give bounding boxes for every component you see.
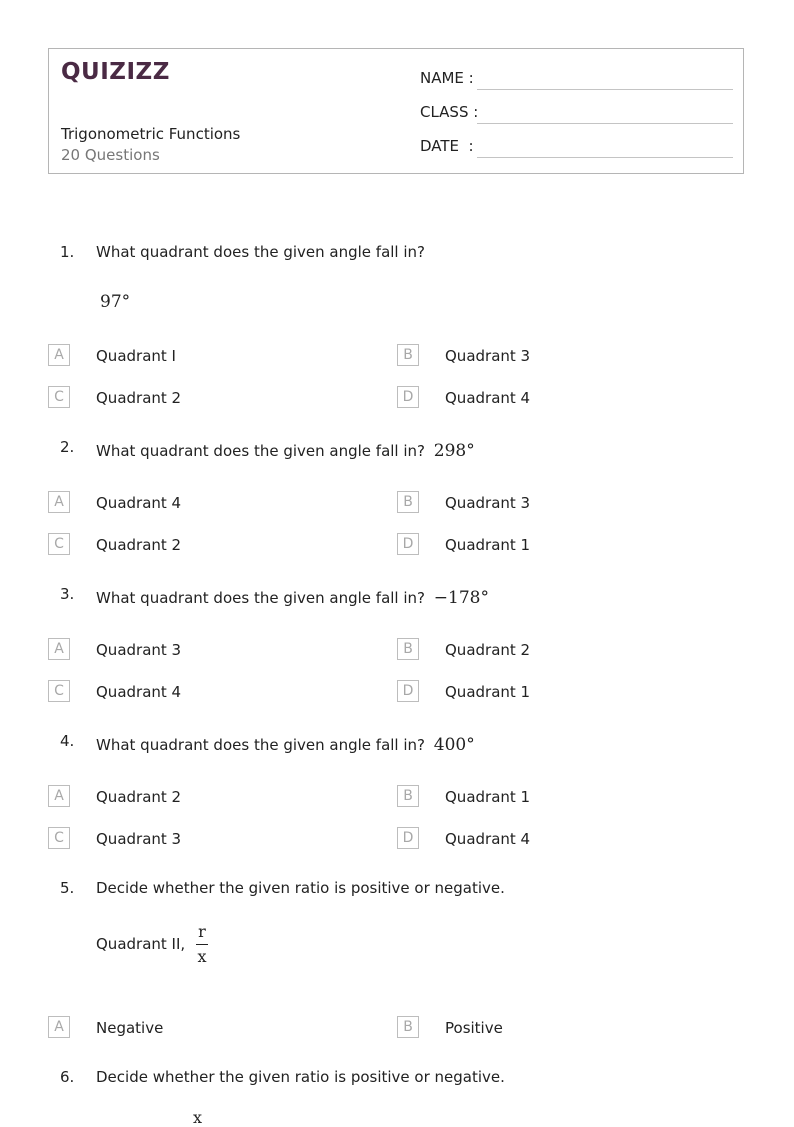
- option-letter-a[interactable]: A: [48, 491, 70, 513]
- question-text-body: What quadrant does the given angle fall in?: [96, 736, 425, 754]
- question-math: 97°: [100, 292, 131, 312]
- option-letter-b[interactable]: B: [397, 638, 419, 660]
- ratio-fraction: [196, 922, 208, 967]
- worksheet-title: Trigonometric Functions: [61, 125, 241, 143]
- class-field[interactable]: [477, 123, 733, 124]
- option-letter-a[interactable]: A: [48, 785, 70, 807]
- option-label[interactable]: Quadrant 1: [445, 536, 531, 554]
- class-label: CLASS :: [420, 103, 479, 121]
- question-expression: [96, 922, 208, 967]
- option-letter-d[interactable]: D: [397, 533, 419, 555]
- question-number: 2.: [60, 438, 75, 456]
- question-number: 3.: [60, 585, 75, 603]
- fraction-denominator: x: [197, 947, 207, 966]
- question-number: 1.: [60, 243, 75, 261]
- question-number: 6.: [60, 1068, 75, 1086]
- quizizz-logo: QUIZIZZ: [61, 59, 170, 85]
- option-letter-b[interactable]: B: [397, 785, 419, 807]
- option-letter-a[interactable]: A: [48, 638, 70, 660]
- option-letter-c[interactable]: C: [48, 533, 70, 555]
- option-label[interactable]: Quadrant 2: [96, 788, 182, 806]
- question-math: 298°: [433, 441, 475, 461]
- option-label[interactable]: Negative: [96, 1019, 164, 1037]
- option-label[interactable]: Quadrant 3: [445, 347, 531, 365]
- option-label[interactable]: Quadrant 2: [96, 536, 182, 554]
- option-label[interactable]: Quadrant 3: [96, 641, 182, 659]
- option-letter-b[interactable]: B: [397, 1016, 419, 1038]
- option-letter-b[interactable]: B: [397, 344, 419, 366]
- option-label[interactable]: Quadrant 1: [445, 788, 531, 806]
- option-label[interactable]: Quadrant 2: [96, 389, 182, 407]
- option-letter-c[interactable]: C: [48, 386, 70, 408]
- question-text: [96, 735, 475, 755]
- question-math: −178°: [433, 588, 489, 608]
- fraction-numerator: r: [198, 922, 206, 941]
- option-letter-d[interactable]: D: [397, 680, 419, 702]
- question-text: [96, 588, 489, 608]
- option-label[interactable]: Quadrant 1: [445, 683, 531, 701]
- question-text-body: What quadrant does the given angle fall in?: [96, 589, 425, 607]
- option-label[interactable]: Quadrant 4: [445, 389, 531, 407]
- question-text: [96, 441, 475, 461]
- option-label[interactable]: Quadrant I: [96, 347, 176, 365]
- question-text-body: What quadrant does the given angle fall in?: [96, 442, 425, 460]
- date-label: DATE :: [420, 137, 474, 155]
- option-label[interactable]: Positive: [445, 1019, 503, 1037]
- worksheet-header: [48, 48, 744, 174]
- option-label[interactable]: Quadrant 3: [445, 494, 531, 512]
- option-letter-c[interactable]: C: [48, 827, 70, 849]
- option-label[interactable]: Quadrant 4: [96, 683, 182, 701]
- question-text: What quadrant does the given angle fall in?: [96, 243, 425, 261]
- option-label[interactable]: Quadrant 2: [445, 641, 531, 659]
- option-label[interactable]: Quadrant 4: [445, 830, 531, 848]
- question-number: 4.: [60, 732, 75, 750]
- fraction-numerator: x: [193, 1108, 203, 1127]
- option-letter-a[interactable]: A: [48, 1016, 70, 1038]
- question-text: Decide whether the given ratio is positive or negative.: [96, 879, 505, 897]
- option-letter-d[interactable]: D: [397, 827, 419, 849]
- expression-prefix: Quadrant II,: [96, 935, 186, 953]
- name-label: NAME :: [420, 69, 474, 87]
- name-field[interactable]: [477, 89, 733, 90]
- question-math: 400°: [433, 735, 475, 755]
- option-label[interactable]: Quadrant 3: [96, 830, 182, 848]
- fraction-bar: [196, 944, 208, 945]
- question-number: 5.: [60, 879, 75, 897]
- option-letter-b[interactable]: B: [397, 491, 419, 513]
- option-label[interactable]: Quadrant 4: [96, 494, 182, 512]
- question-text: Decide whether the given ratio is positive or negative.: [96, 1068, 505, 1086]
- date-field[interactable]: [477, 157, 733, 158]
- option-letter-c[interactable]: C: [48, 680, 70, 702]
- question-count: 20 Questions: [61, 146, 160, 164]
- option-letter-d[interactable]: D: [397, 386, 419, 408]
- option-letter-a[interactable]: A: [48, 344, 70, 366]
